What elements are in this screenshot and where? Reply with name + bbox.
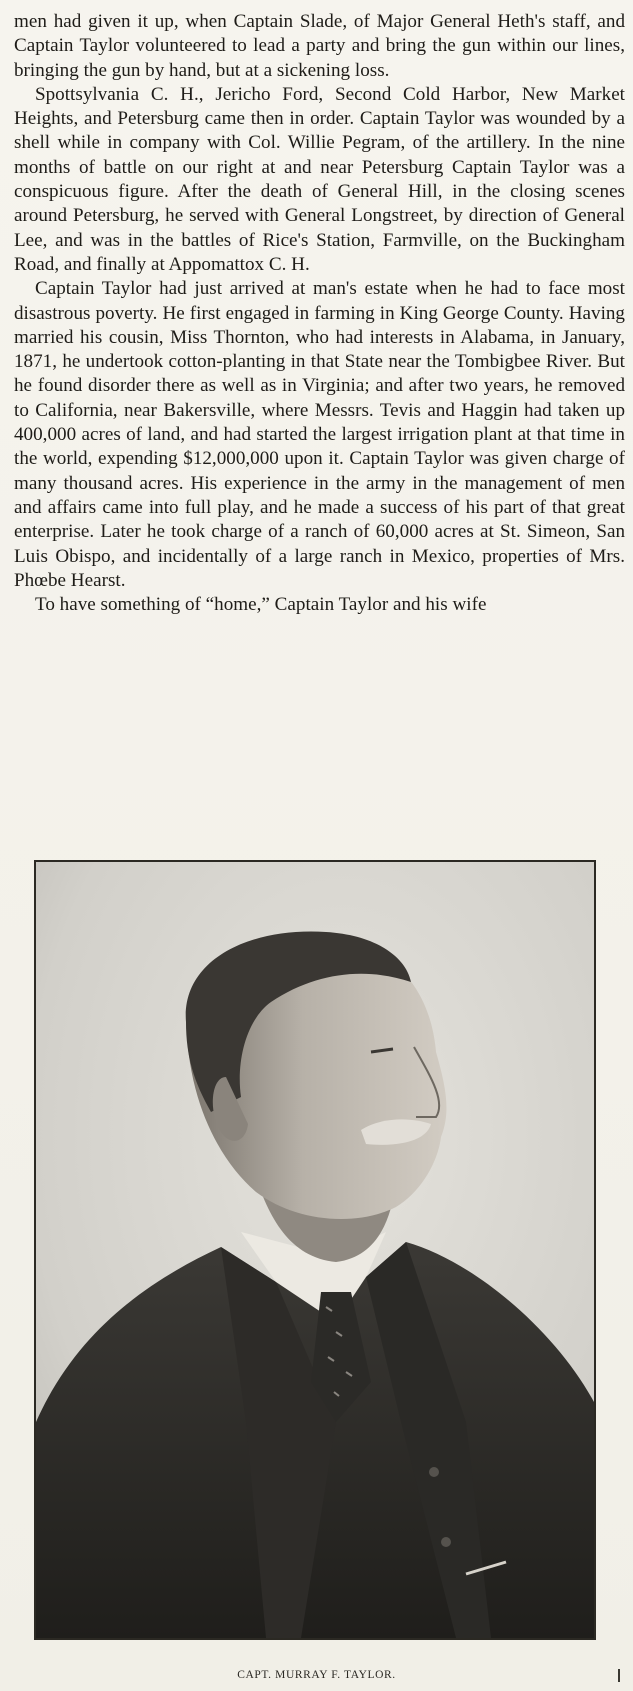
portrait-caption: CAPT. MURRAY F. TAYLOR. (237, 1669, 396, 1681)
page-edge-mark (618, 1669, 620, 1682)
paragraph-battles: Spottsylvania C. H., Jericho Ford, Second Cold Harbor, New Market Heights, and Petersburg came then in order. Captain Taylor was wounded by a shell while in company with Col. Willie Pegram, of the artillery. In the nine months of battle on our right at and near Petersburg Captain Taylor was a conspicuous figure. After the death of General Hill, in the closing scenes around Petersburg, he served with General Longstreet, by direction of General Lee, and was in the battles of Rice's Station, Farmville, on the Buckingham Road, and finally at Appomattox C. H. (14, 83, 625, 275)
body-text (14, 10, 625, 617)
portrait-image (36, 862, 594, 1638)
portrait-photograph (34, 860, 596, 1640)
paragraph-continuation: men had given it up, when Captain Slade, of Major General Heth's staff, and Captain Taylor volunteered to lead a party and bring the gun within our lines, bringing the gun by hand, but at a sickening loss. (14, 11, 625, 81)
paragraph-home: To have something of “home,” Captain Taylor and his wife (35, 594, 487, 616)
paragraph-postwar-career: Captain Taylor had just arrived at man's estate when he had to face most disastrous poverty. He first engaged in farming in King George County. Having married his cousin, Miss Thornton, who had interests in Alabama, in January, 1871, he undertook cotton-planting in that State near the Tombigbee River. But he found disorder there as well as in Virginia; and after two years, he removed to California, near Bakersville, where Messrs. Tevis and Haggin had taken up 400,000 acres of land, and had started the largest irrigation plant at that time in the world, expending $12,000,000 upon it. Captain Taylor was given charge of many thousand acres. His experience in the army in the management of men and affairs came into full play, and he made a success of his part of that great enterprise. Later he took charge of a ranch of 60,000 acres at St. Simeon, San Luis Obispo, and incidentally of a large ranch in Mexico, properties of Mrs. Phœbe Hearst. (14, 278, 625, 591)
